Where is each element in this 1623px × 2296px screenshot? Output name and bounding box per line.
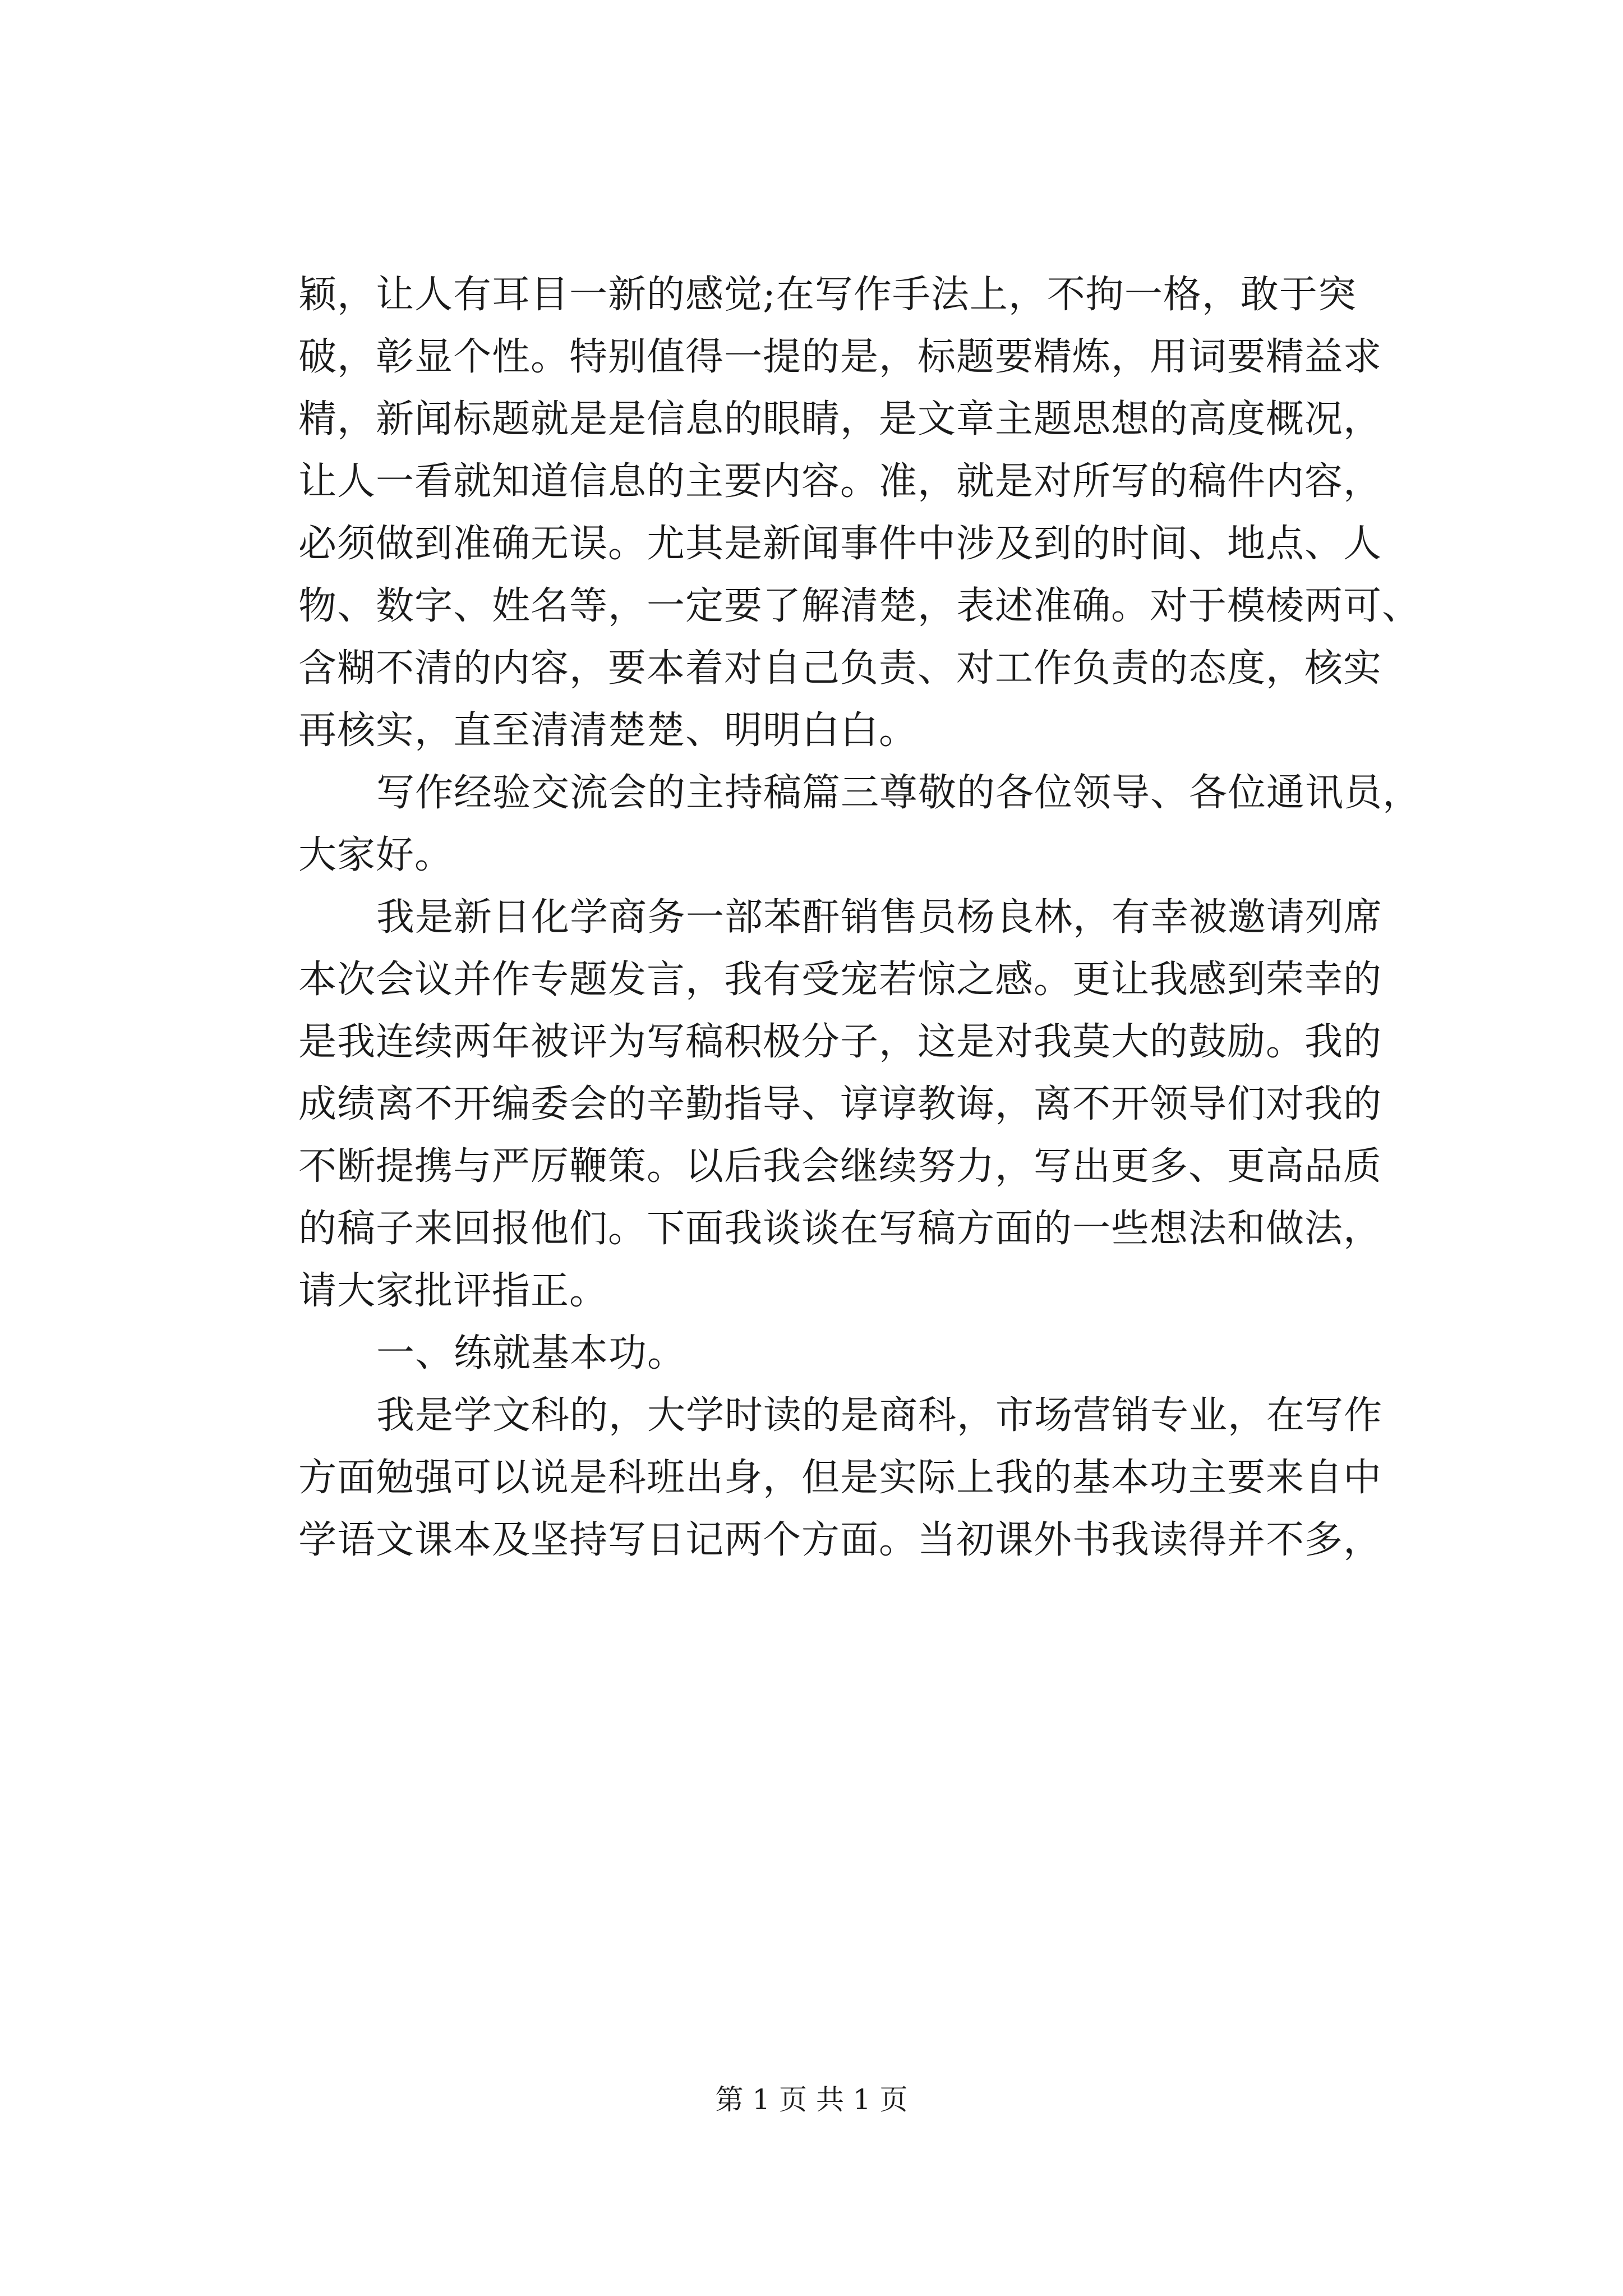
text-line: 请大家批评指正。 <box>298 1269 608 1313</box>
text-line: 不断提携与严厉鞭策。以后我会继续努力，写出更多、更高品质 <box>298 1144 1382 1189</box>
text-line: 的稿子来回报他们。下面我谈谈在写稿方面的一些想法和做法， <box>298 1207 1382 1251</box>
text-line: 写作经验交流会的主持稿篇三尊敬的各位领导、各位通讯员， <box>376 771 1422 815</box>
section-heading: 一、练就基本功。 <box>376 1331 686 1375</box>
page-footer <box>0 2080 1623 2119</box>
text-line: 物、数字、姓名等，一定要了解清楚，表述准确。对于模棱两可、 <box>298 584 1421 628</box>
text-line: 大家好。 <box>298 833 454 877</box>
text-line: 含糊不清的内容，要本着对自己负责、对工作负责的态度，核实 <box>298 646 1382 691</box>
text-line: 本次会议并作专题发言，我有受宠若惊之感。更让我感到荣幸的 <box>298 958 1382 1002</box>
text-line: 再核实，直至清清楚楚、明明白白。 <box>298 708 918 753</box>
text-line: 成绩离不开编委会的辛勤指导、谆谆教诲，离不开领导们对我的 <box>298 1082 1382 1126</box>
text-line: 颖，让人有耳目一新的感觉;在写作手法上，不拘一格，敢于突 <box>298 273 1357 317</box>
page-number: 第 1 页 共 1 页 <box>715 2083 908 2116</box>
text-line: 方面勉强可以说是科班出身，但是实际上我的基本功主要来自中 <box>298 1456 1382 1500</box>
text-line: 学语文课本及坚持写日记两个方面。当初课外书我读得并不多， <box>298 1518 1382 1562</box>
text-line: 精，新闻标题就是是信息的眼睛，是文章主题思想的高度概况， <box>298 397 1382 441</box>
document-body <box>298 264 1422 1571</box>
text-line: 我是新日化学商务一部苯酐销售员杨良林，有幸被邀请列席 <box>376 895 1383 940</box>
text-line: 是我连续两年被评为写稿积极分子，这是对我莫大的鼓励。我的 <box>298 1020 1382 1064</box>
text-line: 必须做到准确无误。尤其是新闻事件中涉及到的时间、地点、人 <box>298 522 1382 566</box>
text-line: 我是学文科的，大学时读的是商科，市场营销专业，在写作 <box>376 1393 1383 1438</box>
text-line: 让人一看就知道信息的主要内容。准，就是对所写的稿件内容， <box>298 459 1382 504</box>
text-line: 破，彰显个性。特别值得一提的是，标题要精炼，用词要精益求 <box>298 335 1382 379</box>
